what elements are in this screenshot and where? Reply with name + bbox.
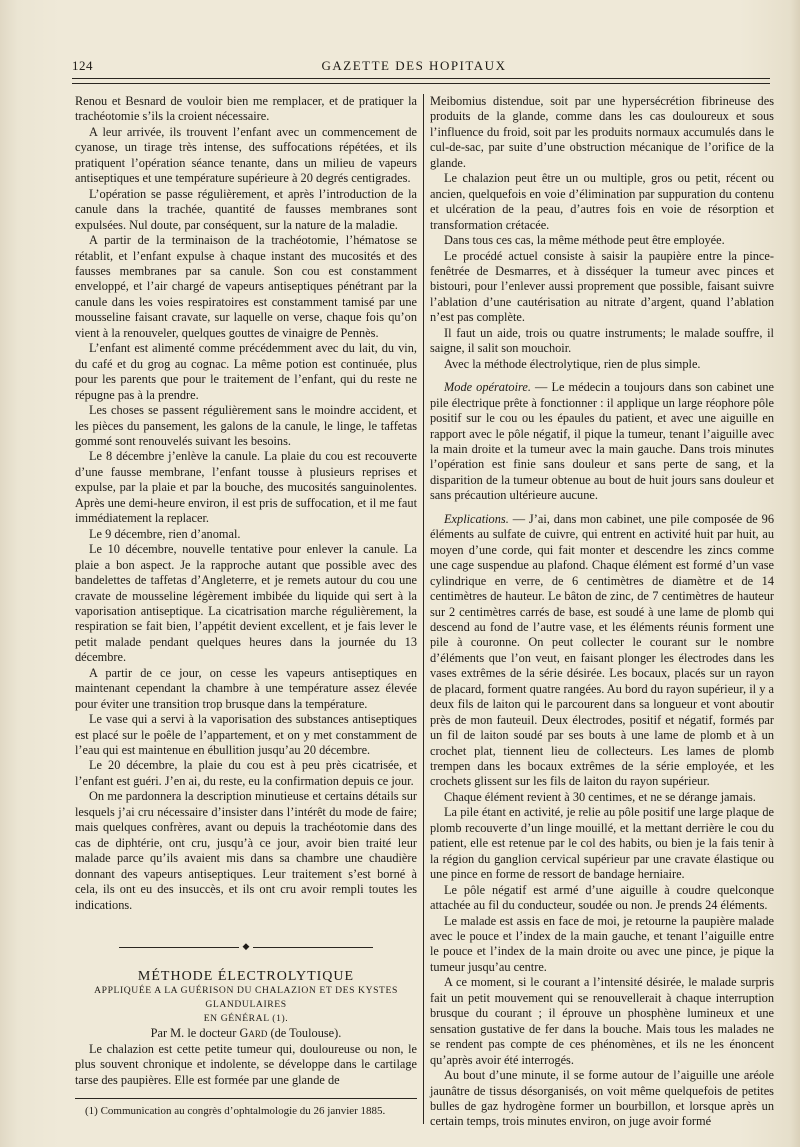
paragraph: Il faut un aide, trois ou quatre instruments; le malade souffre, il saigne, il salit son mouchoir. bbox=[430, 325, 774, 356]
article-subtitle-2: EN GÉNÉRAL (1). bbox=[203, 1013, 289, 1025]
paragraph: Le procédé actuel consiste à saisir la paupière entre la pince-fenêtrée de Desmarres, et à disséquer la tumeur avec pinces et bistouri, pour l’enlever aussi proprement que possible, faisant suivre l’ablation d’une cautérisation au nitrate d’argent, quand l’ablation n’est pas complète. bbox=[430, 248, 774, 325]
paragraph: L’opération se passe régulièrement, et après l’introduction de la canule dans la trachée, quantité de fausses membranes sont expulsées. Nul doute, par conséquent, sur la nature de la maladie. bbox=[75, 186, 417, 232]
author-prefix: Par M. le docteur bbox=[150, 1026, 237, 1041]
footnote: (1) Communication au congrès d’ophtalmologie du 26 janvier 1885. bbox=[85, 1105, 386, 1118]
paragraph: A ce moment, si le courant a l’intensité désirée, le malade surpris fait un petit mouvement qui se renouvellerait à chaque interruption brusque du courant ; il éprouve un phosphène lumineux et une sensation gustative de fer dans la bouche. Mais tous les malades ne se rendent pas compte de ces phénomènes, et ils ne les énoncent qu’après avoir été interrogés. bbox=[430, 975, 774, 1067]
paragraph: Le pôle négatif est armé d’une aiguille à coudre quelconque attachée au fil du conducteur, soudée ou non. Je prends 24 éléments. bbox=[430, 882, 774, 913]
paragraph: Le 9 décembre, rien d’anomal. bbox=[89, 526, 241, 541]
paragraph: A partir de ce jour, on cesse les vapeurs antiseptiques en maintenant cependant la chambre à une température assez élevée pour éviter une transition trop brusque dans la température. bbox=[75, 665, 417, 711]
section-lead: Explications. bbox=[444, 511, 509, 526]
paragraph: On me pardonnera la description minutieuse et certains détails sur lesquels j’ai cru nécessaire d’insister dans l’intérêt du mode de faire; mais quelques confrères, avant ou depuis la trachéotomie dans des cas de diphtérie, ont cru, jusqu’à ce jour, avoir bien traité leur malade parce qu’ils avaient mis dans sa chambre une chaudière donnant des vapeurs antiseptiques. Leur traitement s’est borné à cela, ils ont eu des insuccès, et ils ont cru avoir rempli toutes les indications. bbox=[75, 789, 417, 912]
paragraph: Le 20 décembre, la plaie du cou est à peu près cicatrisée, et l’enfant est guéri. J’en ai, du reste, eu la confirmation depuis ce jour. bbox=[75, 758, 417, 788]
page-number: 124 bbox=[72, 58, 93, 73]
paragraph: Avec la méthode électrolytique, rien de plus simple. bbox=[444, 356, 701, 371]
paragraph: Le 10 décembre, nouvelle tentative pour enlever la canule. La plaie a bon aspect. Je la rapproche autant que possible avec des bandelettes de taffetas d’Angleterre, et je remets autour du cou une cravate de mousseline légèrement imbibée du liquide qui sert à la vaporisation antiseptique. La cicatrisation marche régulièrement, la respiration se fait bien, l’appétit devient excellent, et je fais lever le petit malade pendant quelques heures dans la journée du 13 décembre. bbox=[75, 542, 417, 665]
page-header bbox=[58, 58, 770, 78]
paragraph-explications bbox=[430, 512, 774, 790]
header-rule-thick bbox=[72, 78, 770, 79]
header-rule-thin bbox=[72, 83, 770, 84]
paragraph: Dans tous ces cas, la même méthode peut être employée. bbox=[444, 233, 725, 248]
paragraph: Renou et Besnard de vouloir bien me remplacer, et de pratiquer la trachéotomie s’ils la croient nécessaire. bbox=[75, 94, 417, 124]
article-title: MÉTHODE ÉLECTROLYTIQUE bbox=[137, 969, 355, 985]
paragraph: La pile étant en activité, je relie au pôle positif une large plaque de plomb recouverte d’un linge mouillé, et la mettant derrière le cou du patient, elle est retenue par le col des habits, ou bien je la fais tenir à la région du ganglion cervical supérieur par une cravate élastique ou une pince en forme de ressort de bandage herniaire. bbox=[430, 805, 774, 882]
author-suffix: (de Toulouse). bbox=[270, 1026, 342, 1041]
paragraph: A partir de la terminaison de la trachéotomie, l’hématose se rétablit, et l’enfant expulse à chaque instant des mucosités et des fausses membranes par sa canule. Son cou est constamment enveloppé, et l’air chargé de vapeurs antiseptiques pénétrant par la canule dans les voies respiratoires est constamment tamisé par une mousseline faisant cravate, sur laquelle on verse, chaque fois qu’on vient à la renouveler, quelques gouttes de vinaigre de Pennès. bbox=[75, 233, 417, 340]
paragraph: L’enfant est alimenté comme précédemment avec du lait, du vin, du café et du grog au cognac. La même potion est continuée, plus pour les parents que pour le traitement de l’enfant, qui du reste ne répugne pas à la prendre. bbox=[75, 341, 417, 402]
left-column bbox=[75, 94, 417, 1118]
paragraph-text: — Le médecin a toujours dans son cabinet une pile électrique prête à fonctionner : il applique un large réophore pôle positif sur le cou ou les épaules du patient, et avec une aiguille en rapport avec le pôle négatif, il pique la tumeur, tenant l’aiguille avec la main droite et la tumeur avec la main gauche. Dans trois minutes l’opération est finie sans douleur et sans perte de sang, et la disparition de la tumeur obtenue au bout de huit jours sans douleur et sans précaution ultérieure aucune. bbox=[430, 380, 775, 503]
author-name: Gard bbox=[239, 1026, 268, 1041]
paragraph-text: — J’ai, dans mon cabinet, une pile composée de 96 éléments au sulfate de cuivre, qui entrent en activité huit par huit, au moyen d’une corde, qui fait monter et descendre les zincs comme une cage suspendue au plafond. Chaque élément est formé d’un vase cylindrique en verre, de 6 centimètres de diamètre et de 14 centimètres de hauteur. Le bâton de zinc, de 7 centimètres de hauteur sur 2 centimètres carrés de base, est soudé à une lame de plomb qui descend au fond de l’autre vase, et les éléments réunis forment une pile à couronne. On peut collecter le courant sur le nombre d’éléments que l’on veut, en faisant plonger les électrodes dans les vases extrêmes de la série désirée. Les bocaux, placés sur un rayon de placard, forment quatre rangées. Au bord du rayon supérieur, il y a deux fils de laiton qui le parcourent dans sa longueur et vont aboutir près de mon fauteuil. Deux électrodes, positif et négatif, formés par un fil de laiton soudé par ses bouts à une lame de plomb et à un crochet plat, tiennent lieu de collecteurs. Les lames de plomb trempen dans les bocaux extrêmes de la série employée, et les crochets glissent sur les fils de laiton du rayon supérieur. bbox=[430, 511, 774, 789]
paragraph-mode-operatoire bbox=[430, 380, 774, 504]
paragraph: A leur arrivée, ils trouvent l’enfant avec un commencement de cyanose, un tirage très intense, des suffocations répétées, et ils pratiquent l’opération séance tenante, dans un milieu de vapeurs antiseptiques et une température supérieure à 20 degrés centigrades. bbox=[75, 124, 417, 186]
running-title: GAZETTE DES HOPITAUX bbox=[321, 58, 507, 73]
paragraph: Le vase qui a servi à la vaporisation des substances antiseptiques est placé sur le poêle de l’appartement, et on y met constamment de l’eau qui est maintenue en ébullition jusqu’au 20 décembre. bbox=[75, 712, 417, 758]
right-column bbox=[430, 94, 774, 1130]
section-ornament: ◆ bbox=[75, 939, 417, 949]
article-author bbox=[75, 1026, 417, 1041]
paragraph: Le chalazion peut être un ou multiple, gros ou petit, récent ou ancien, quelquefois en voie d’élimination par suppuration du contenu et ulcération de la peau, d’autres fois en voie de résorption et transformation crétacée. bbox=[430, 171, 774, 232]
footnote-rule bbox=[75, 1098, 417, 1099]
paragraph: Au bout d’une minute, il se forme autour de l’aiguille une aréole jaunâtre de tissus désorganisés, on voit même quelquefois de petites bulles de gaz hydrogène former un bourbillon, et lorsque après un certain temps, trois minutes environ, on juge avoir formé bbox=[430, 1068, 774, 1129]
article-subtitle: APPLIQUÉE A LA GUÉRISON DU CHALAZION ET DES KYSTES GLANDULAIRES bbox=[94, 985, 398, 1011]
section-lead: Mode opératoire. bbox=[444, 380, 531, 395]
paragraph: Les choses se passent régulièrement sans le moindre accident, et les pièces du pansement, les galons de la canule, le linge, le taffetas gommé sont renouvelés suivant les besoins. bbox=[75, 403, 417, 448]
paragraph: Le 8 décembre j’enlève la canule. La plaie du cou est recouverte d’une fausse membrane, l’enfant tousse à plusieurs reprises et expulse, par la plaie et par la bouche, des mucosités sanguinolentes. Après une demi-heure environ, il est pris de suffocation, et il me faut immédiatement la replacer. bbox=[75, 449, 417, 526]
paragraph: Meibomius distendue, soit par une hypersécrétion fibrineuse des produits de la glande, comme dans les cas douloureux et sous l’influence du froid, soit par les produits normaux accumulés dans le cul-de-sac, par suite d’une obstruction mécanique de l’orifice de la glande. bbox=[430, 94, 774, 170]
paragraph: Le chalazion est cette petite tumeur qui, douloureuse ou non, le plus souvent chronique et indolente, se développe dans le cartilage tarse des paupières. Elle est formée par une glande de bbox=[75, 1041, 417, 1087]
column-divider bbox=[423, 94, 424, 1124]
paragraph: Chaque élément revient à 30 centimes, et ne se dérange jamais. bbox=[444, 789, 756, 804]
paragraph: Le malade est assis en face de moi, je retourne la paupière malade avec le pouce et l’index de la main gauche, et tenant l’aiguille entre le pouce et l’index de la main droite ou avec une pince, je pique la tumeur jusqu’au centre. bbox=[430, 913, 774, 974]
